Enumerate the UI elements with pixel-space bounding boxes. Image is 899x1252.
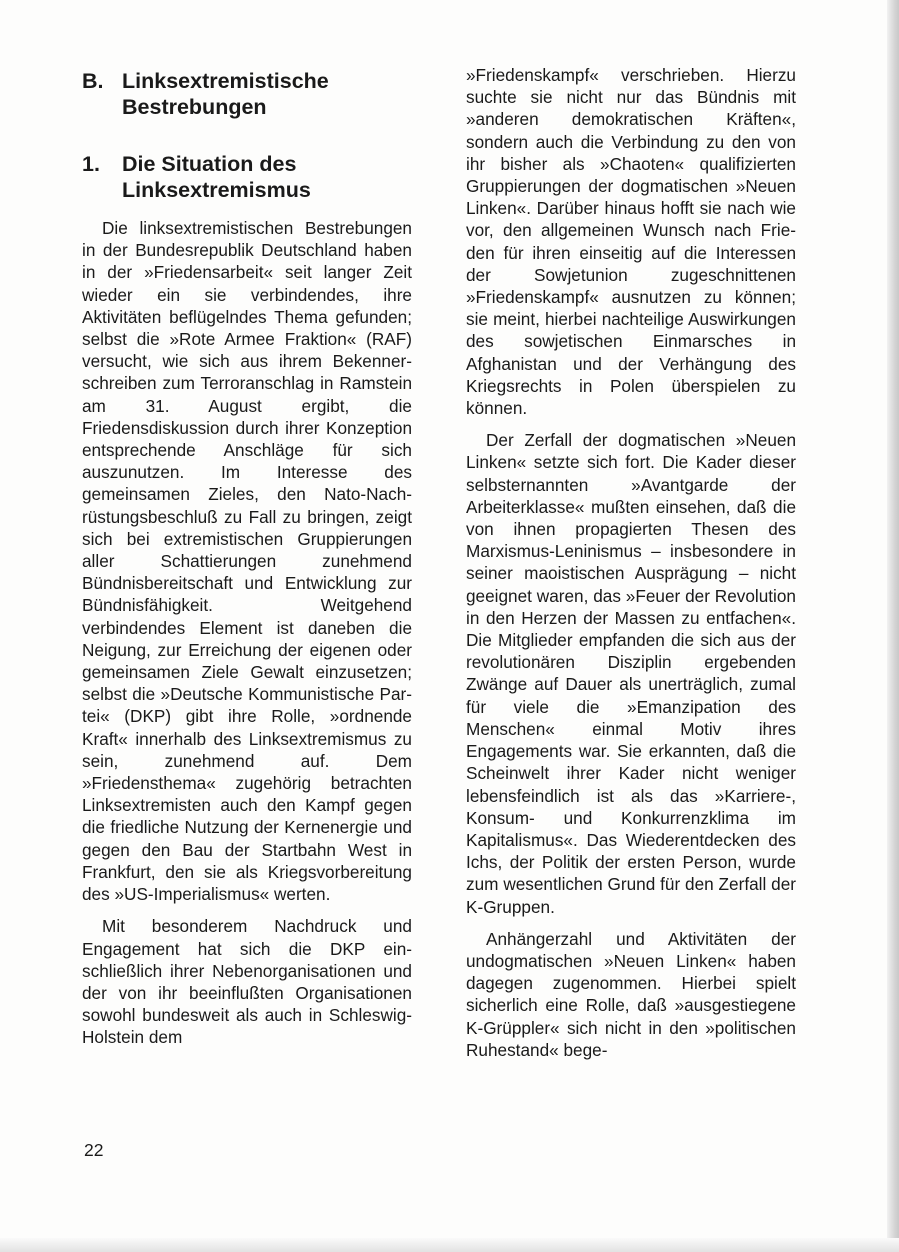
section-title: Linksextremistische Bestrebungen [122,69,329,119]
left-column [82,64,412,1049]
paragraph: Anhängerzahl und Aktivitäten der undogmatischen »Neuen Linken« haben dagegen zugenommen. Hierbei spielt sicherlich eine Rolle, daß »ausgestiegene K-Grüppler« sich nicht in den »politischen Ruhestand« bege- [466,928,796,1060]
section-number: B. [82,69,104,93]
subsection-title: Die Situation des Linksextremismus [122,152,311,202]
subsection-number: 1. [82,152,100,176]
paragraph: Mit besonderem Nachdruck und Engagement hat sich die DKP einschließlich ihrer Nebenorganisationen und der von ihr beeinflußten Organisationen sowohl bundesweit als auch in Schleswig-Holstein dem [82,916,412,1048]
right-column [466,64,796,1061]
page-number: 22 [84,1140,104,1160]
paragraph: Der Zerfall der dogmatischen »Neuen Linken« setzte sich fort. Die Kader dieser selbsternannten »Avantgarde der Arbeiterklasse« mußten einsehen, daß die von ihnen propagierten Thesen des Marxismus-Leninismus – insbesondere in seiner maoistischen Ausprägung – nicht geeignet waren, das »Feuer der Revolution in den Herzen der Massen zu entfachen«. Die Mitglieder empfanden die sich aus der revolutionären Disziplin ergebenden Zwänge auf Dauer als unerträglich, zumal für viele die »Emanzipation des Menschen« einmal Motiv ihres Engagements war. Sie erkannten, daß die Scheinwelt ihrer Kader nicht weniger lebensfeindlich ist als das »Karriere-, Konsum- und Konkurrenzklima im Kapitalismus«. Das Wiederentdecken des Ichs, der Politik der ersten Person, wurde zum wesentlichen Grund für den Zerfall der K-Gruppen. [466,430,796,917]
paragraph-continued: »Friedenskampf« verschrieben. Hierzu suchte sie nicht nur das Bündnis mit »anderen demokratischen Kräften«, sondern auch die Verbindung zu den von ihr bisher als »Chaoten« qualifizierten Gruppierungen der dogmatischen »Neuen Linken«. Darüber hinaus hofft sie nach wie vor, den allgemeinen Wunsch nach Frieden für ihren einseitig auf die Interessen der Sowjetunion zugeschnittenen »Friedenskampf« ausnutzen zu können; sie meint, hierbei nachteilige Auswirkungen des sowjetischen Einmarsches in Afghanistan und der Verhängung des Kriegsrechts in Polen überspielen zu können. [466,65,796,419]
page-bottom-shadow [0,1238,899,1252]
section-heading-b [82,68,412,120]
subsection-heading-1 [82,151,412,203]
page-edge-shadow [887,0,899,1252]
paragraph: Die linksextremistischen Bestrebungen in der Bundesrepublik Deutschland haben in der »Friedensarbeit« seit langer Zeit wieder ein sie verbindendes, ihre Aktivitäten beflügelndes Thema gefunden; selbst die »Rote Armee Fraktion« (RAF) versucht, wie sich aus ihrem Bekennerschreiben zum Terroranschlag in Ramstein am 31. August ergibt, die Friedensdiskussion durch ihrer Konzeption entsprechende Anschläge für sich auszunutzen. Im Interesse des gemeinsamen Zieles, den Nato-Nachrüstungsbeschluß zu Fall zu bringen, zeigt sich bei extremistischen Gruppierungen aller Schattierungen zunehmend Bündnisbereitschaft und Entwicklung zur Bündnisfähigkeit. Weitgehend verbindendes Element ist daneben die Neigung, zur Erreichung der eigenen oder gemeinsamen Ziele Gewalt einzusetzen; selbst die »Deutsche Kommunistische Partei« (DKP) gibt ihre Rolle, »ordnende Kraft« innerhalb des Linksextremismus zu sein, zunehmend auf. Dem »Friedensthema« zugehörig betrachten Linksextremisten auch den Kampf gegen die friedliche Nutzung der Kernenergie und gegen den Bau der Startbahn West in Frankfurt, den sie als Kriegsvorbereitung des »US-Imperialismus« werten. [82,218,412,905]
